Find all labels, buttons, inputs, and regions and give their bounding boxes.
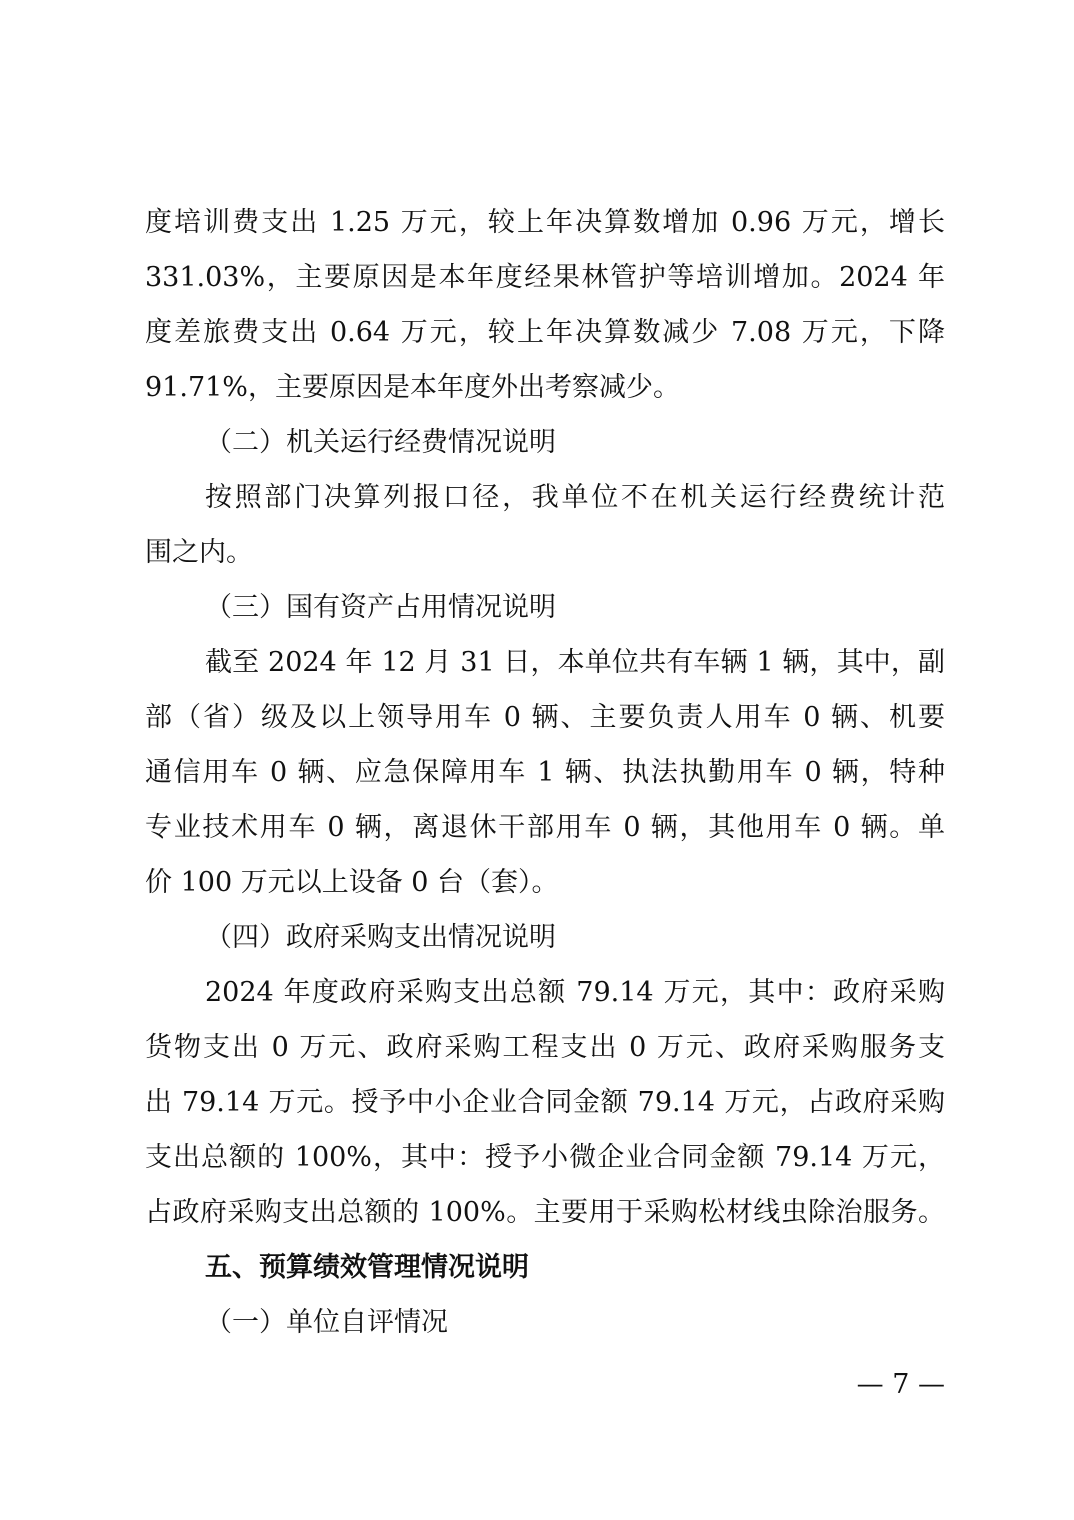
paragraph-line: 331.03%，主要原因是本年度经果林管护等培训增加。2024 年 bbox=[145, 262, 945, 293]
section-heading: （一）单位自评情况 bbox=[205, 1307, 448, 1338]
paragraph-line: 出 79.14 万元。授予中小企业合同金额 79.14 万元，占政府采购 bbox=[145, 1087, 945, 1118]
paragraph-line: 截至 2024 年 12 月 31 日，本单位共有车辆 1 辆，其中，副 bbox=[205, 647, 945, 678]
paragraph-line: 货物支出 0 万元、政府采购工程支出 0 万元、政府采购服务支 bbox=[145, 1032, 945, 1063]
paragraph-line: 价 100 万元以上设备 0 台（套）。 bbox=[145, 867, 559, 898]
paragraph-line: 度差旅费支出 0.64 万元，较上年决算数减少 7.08 万元，下降 bbox=[145, 317, 945, 348]
paragraph-line: 通信用车 0 辆、应急保障用车 1 辆、执法执勤用车 0 辆，特种 bbox=[145, 757, 945, 788]
paragraph-line: 度培训费支出 1.25 万元，较上年决算数增加 0.96 万元，增长 bbox=[145, 207, 945, 238]
chapter-heading: 五、预算绩效管理情况说明 bbox=[205, 1252, 529, 1283]
section-heading: （三）国有资产占用情况说明 bbox=[205, 592, 556, 623]
paragraph-line: 2024 年度政府采购支出总额 79.14 万元，其中：政府采购 bbox=[205, 977, 945, 1008]
paragraph-line: 占政府采购支出总额的 100%。主要用于采购松材线虫除治服务。 bbox=[145, 1197, 945, 1228]
paragraph-line: 围之内。 bbox=[145, 537, 253, 568]
section-heading: （四）政府采购支出情况说明 bbox=[205, 922, 556, 953]
paragraph-line: 91.71%，主要原因是本年度外出考察减少。 bbox=[145, 372, 680, 403]
paragraph-line: 部（省）级及以上领导用车 0 辆、主要负责人用车 0 辆、机要 bbox=[145, 702, 945, 733]
paragraph-line: 支出总额的 100%，其中：授予小微企业合同金额 79.14 万元， bbox=[145, 1142, 945, 1173]
section-heading: （二）机关运行经费情况说明 bbox=[205, 427, 556, 458]
paragraph-line: 专业技术用车 0 辆，离退休干部用车 0 辆，其他用车 0 辆。单 bbox=[145, 812, 945, 843]
page-number: — 7 — bbox=[856, 1369, 945, 1400]
paragraph-line: 按照部门决算列报口径，我单位不在机关运行经费统计范 bbox=[205, 482, 945, 513]
